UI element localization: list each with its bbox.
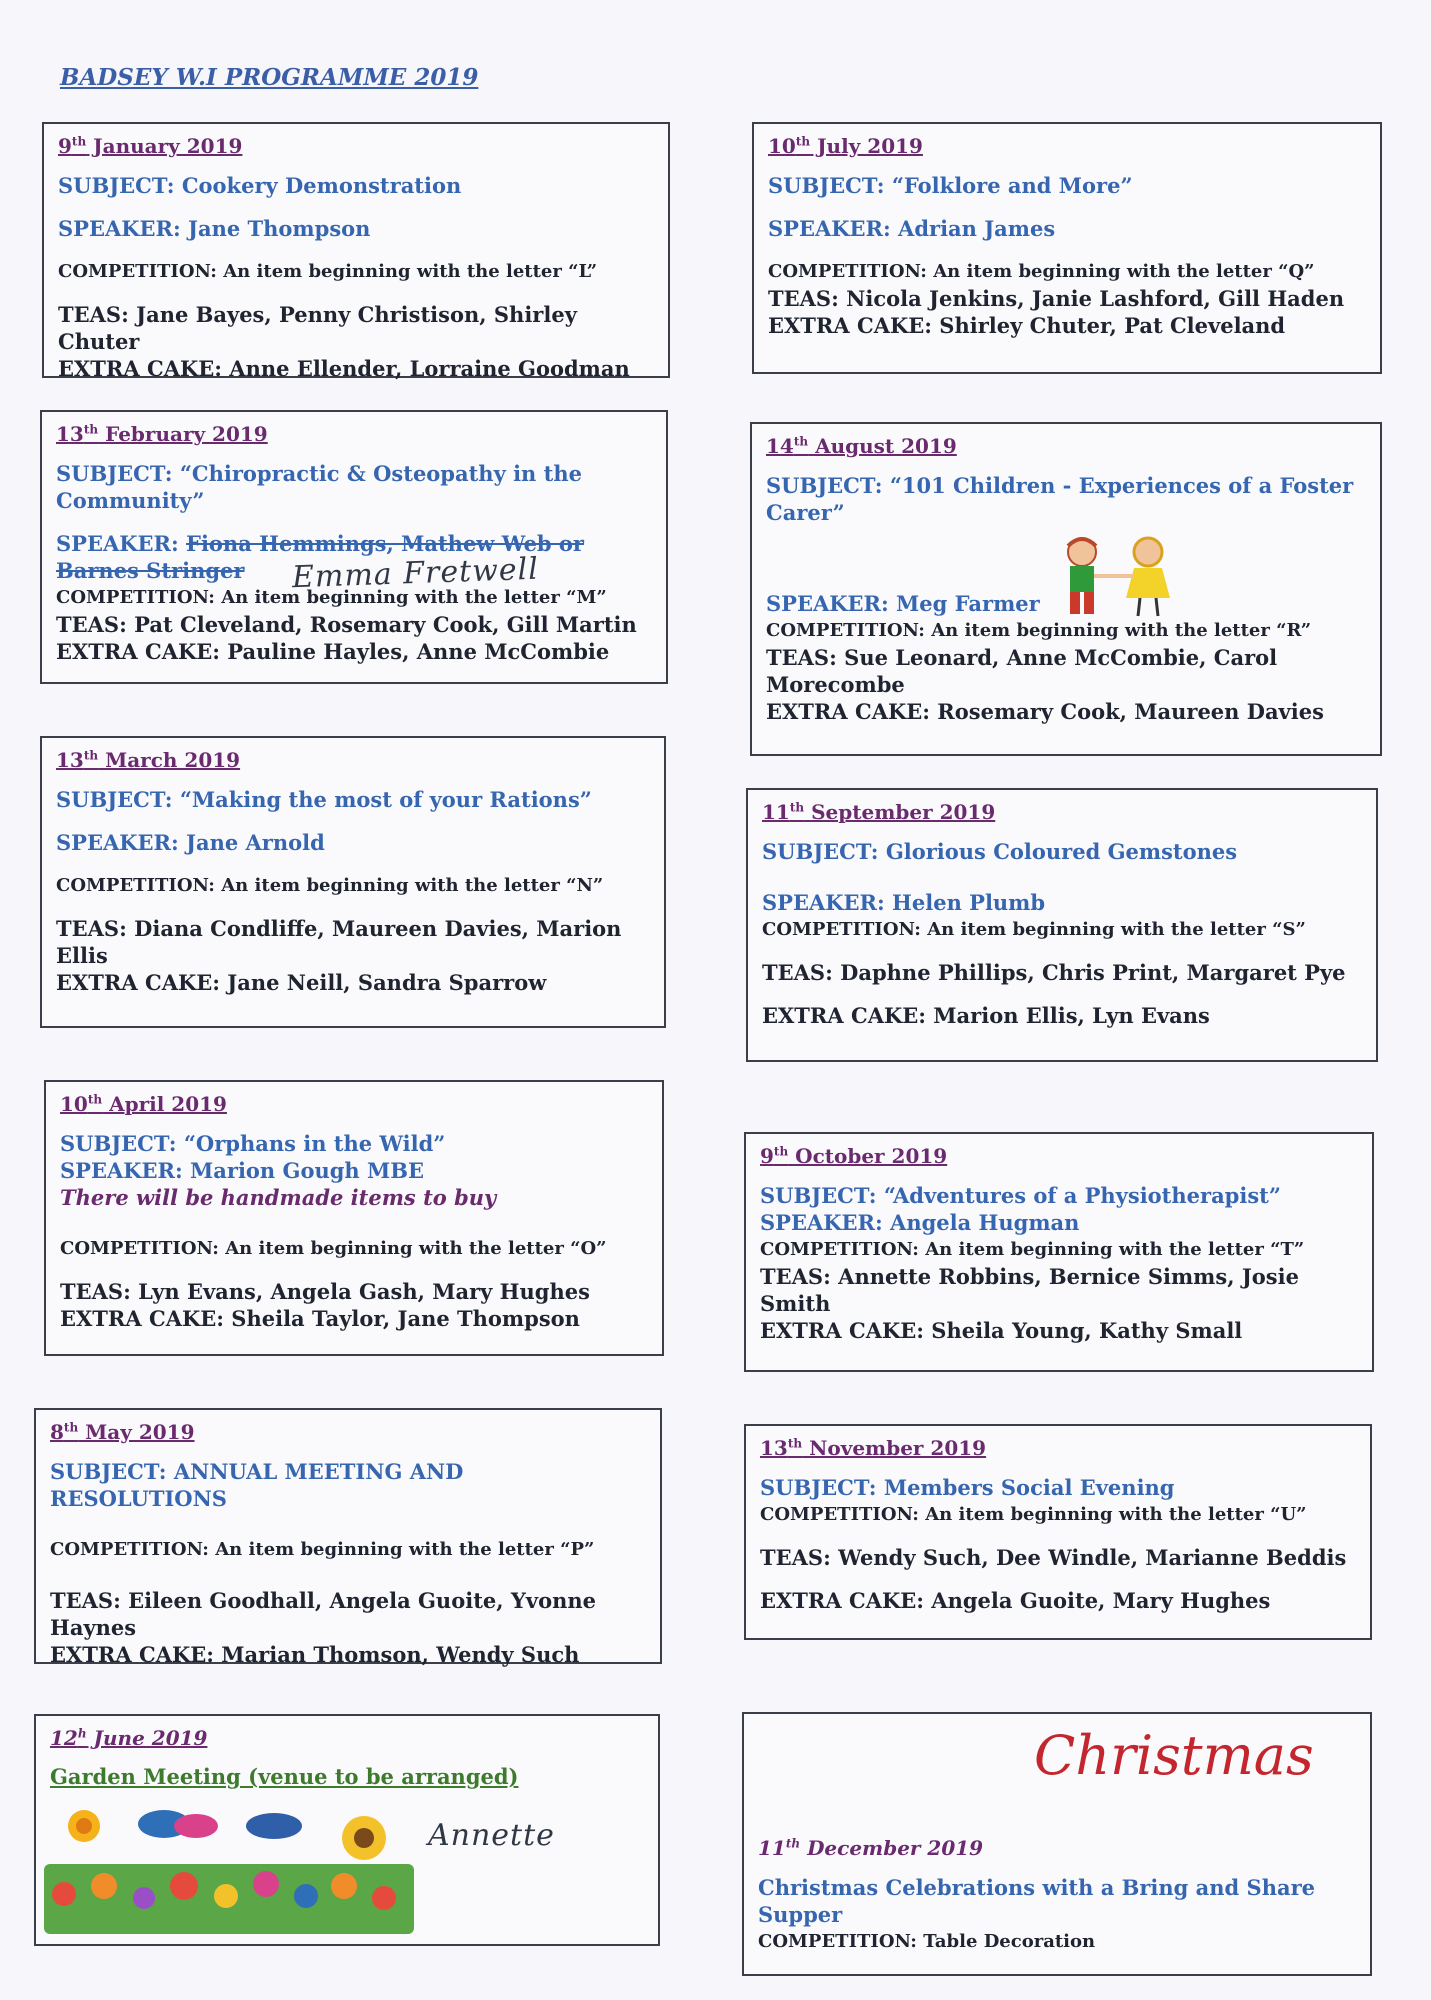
- event-date: 9th January 2019: [58, 134, 243, 158]
- event-extra-cake: EXTRA CAKE: Pauline Hayles, Anne McCombie: [56, 639, 610, 664]
- event-subject: Christmas Celebrations with a Bring and Share Supper: [758, 1875, 1316, 1927]
- event-card-december: [742, 1712, 1372, 1976]
- event-teas: TEAS: Nicola Jenkins, Janie Lashford, Gill Haden: [768, 286, 1345, 311]
- event-date: 11th September 2019: [762, 800, 996, 824]
- event-competition: COMPETITION: An item beginning with the letter “Q”: [768, 261, 1315, 282]
- event-subject: SUBJECT: “Orphans in the Wild”: [60, 1131, 446, 1156]
- event-card-september: [746, 788, 1378, 1062]
- event-competition: COMPETITION: An item beginning with the letter “N”: [56, 875, 604, 896]
- event-card-november: [744, 1424, 1372, 1640]
- event-speaker: SPEAKER: Jane Thompson: [58, 216, 371, 241]
- event-speaker: SPEAKER: Meg Farmer: [766, 591, 1040, 616]
- event-date: 14th August 2019: [766, 434, 957, 458]
- event-extra-cake: EXTRA CAKE: Anne Ellender, Lorraine Goodman: [58, 356, 630, 381]
- event-card-june: [34, 1714, 660, 1946]
- event-competition: COMPETITION: An item beginning with the letter “M”: [56, 587, 607, 608]
- event-date: 10th April 2019: [60, 1092, 227, 1116]
- event-teas: TEAS: Pat Cleveland, Rosemary Cook, Gill Martin: [56, 612, 637, 637]
- event-date: 9th October 2019: [760, 1144, 948, 1168]
- event-subject: SUBJECT: Glorious Coloured Gemstones: [762, 839, 1238, 864]
- event-extra-cake: EXTRA CAKE: Sheila Young, Kathy Small: [760, 1318, 1243, 1343]
- event-competition: COMPETITION: An item beginning with the letter “P”: [50, 1539, 595, 1560]
- event-subject: SUBJECT: ANNUAL MEETING AND RESOLUTIONS: [50, 1459, 464, 1511]
- garden-flowers-illustration: [44, 1804, 414, 1934]
- event-subject: SUBJECT: Cookery Demonstration: [58, 173, 462, 198]
- event-teas: TEAS: Lyn Evans, Angela Gash, Mary Hughes: [60, 1279, 590, 1304]
- event-teas: TEAS: Wendy Such, Dee Windle, Marianne Beddis: [760, 1545, 1347, 1570]
- event-speaker: SPEAKER: Jane Arnold: [56, 830, 325, 855]
- event-subject: SUBJECT: “101 Children - Experiences of a Foster Carer”: [766, 473, 1354, 525]
- event-speaker: SPEAKER: Helen Plumb: [762, 890, 1046, 915]
- event-extra-cake: EXTRA CAKE: Sheila Taylor, Jane Thompson: [60, 1306, 580, 1331]
- event-card-april: [44, 1080, 664, 1356]
- event-competition: COMPETITION: An item beginning with the letter “O”: [60, 1238, 607, 1259]
- event-teas: TEAS: Eileen Goodhall, Angela Guoite, Yvonne Haynes: [50, 1588, 596, 1640]
- event-speaker: SPEAKER: Marion Gough MBE: [60, 1158, 424, 1183]
- event-date: 10th July 2019: [768, 134, 923, 158]
- event-date: 11th December 2019: [758, 1836, 984, 1860]
- handwritten-note: Annette: [428, 1818, 555, 1853]
- event-subject: SUBJECT: “Making the most of your Rations”: [56, 787, 592, 812]
- event-note: There will be handmade items to buy: [60, 1185, 497, 1210]
- event-teas: TEAS: Sue Leonard, Anne McCombie, Carol Morecombe: [766, 645, 1278, 697]
- event-card-october: [744, 1132, 1374, 1372]
- event-date: 8th May 2019: [50, 1420, 195, 1444]
- event-competition: COMPETITION: An item beginning with the letter “U”: [760, 1504, 1307, 1525]
- christmas-logo: Christmas: [1034, 1724, 1314, 1787]
- struck-speakers: Fiona Hemmings, Mathew Web or Barnes Stringer: [56, 531, 584, 583]
- event-competition: COMPETITION: An item beginning with the letter “T”: [760, 1239, 1305, 1260]
- event-subject: SUBJECT: “Folklore and More”: [768, 173, 1133, 198]
- event-speaker: SPEAKER: Adrian James: [768, 216, 1056, 241]
- event-extra-cake: EXTRA CAKE: Marion Ellis, Lyn Evans: [762, 1003, 1210, 1028]
- event-subject: SUBJECT: “Adventures of a Physiotherapist”: [760, 1183, 1281, 1208]
- event-card-may: [34, 1408, 662, 1667]
- event-subject: Garden Meeting (venue to be arranged): [50, 1764, 519, 1789]
- event-card-january: [42, 122, 670, 381]
- event-date: 13th March 2019: [56, 748, 241, 772]
- event-teas: TEAS: Jane Bayes, Penny Christison, Shirley Chuter: [58, 302, 577, 354]
- event-card-july: [752, 122, 1382, 374]
- handwritten-speaker: Emma Fretwell: [291, 551, 540, 596]
- event-competition: COMPETITION: An item beginning with the letter “L”: [58, 261, 598, 282]
- event-extra-cake: EXTRA CAKE: Shirley Chuter, Pat Cleveland: [768, 313, 1286, 338]
- event-subject: SUBJECT: Members Social Evening: [760, 1475, 1175, 1500]
- event-extra-cake: EXTRA CAKE: Rosemary Cook, Maureen Davies: [766, 699, 1324, 724]
- event-extra-cake: EXTRA CAKE: Jane Neill, Sandra Sparrow: [56, 970, 547, 995]
- event-extra-cake: EXTRA CAKE: Marian Thomson, Wendy Such: [50, 1642, 580, 1667]
- event-date: 13th February 2019: [56, 422, 268, 446]
- event-teas: TEAS: Diana Condliffe, Maureen Davies, Marion Ellis: [56, 916, 622, 968]
- event-speaker: SPEAKER: Fiona Hemmings, Mathew Web or Barnes Stringer: [56, 531, 584, 583]
- event-extra-cake: EXTRA CAKE: Angela Guoite, Mary Hughes: [760, 1588, 1271, 1613]
- event-date: 13th November 2019: [760, 1436, 987, 1460]
- event-teas: TEAS: Annette Robbins, Bernice Simms, Josie Smith: [760, 1264, 1299, 1316]
- event-teas: TEAS: Daphne Phillips, Chris Print, Margaret Pye: [762, 960, 1346, 985]
- event-subject: SUBJECT: “Chiropractic & Osteopathy in the Community”: [56, 461, 582, 513]
- event-card-august: [750, 422, 1382, 756]
- event-competition: COMPETITION: Table Decoration: [758, 1931, 1096, 1952]
- event-competition: COMPETITION: An item beginning with the letter “R”: [766, 620, 1312, 641]
- page-title: BADSEY W.I PROGRAMME 2019: [60, 64, 479, 91]
- children-illustration: [1044, 534, 1194, 624]
- event-card-february: [40, 410, 668, 684]
- event-speaker: SPEAKER: Angela Hugman: [760, 1210, 1080, 1235]
- event-card-march: [40, 736, 666, 1028]
- event-date: 12$^h$ June 2019: [50, 1726, 208, 1750]
- event-competition: COMPETITION: An item beginning with the letter “S”: [762, 919, 1306, 940]
